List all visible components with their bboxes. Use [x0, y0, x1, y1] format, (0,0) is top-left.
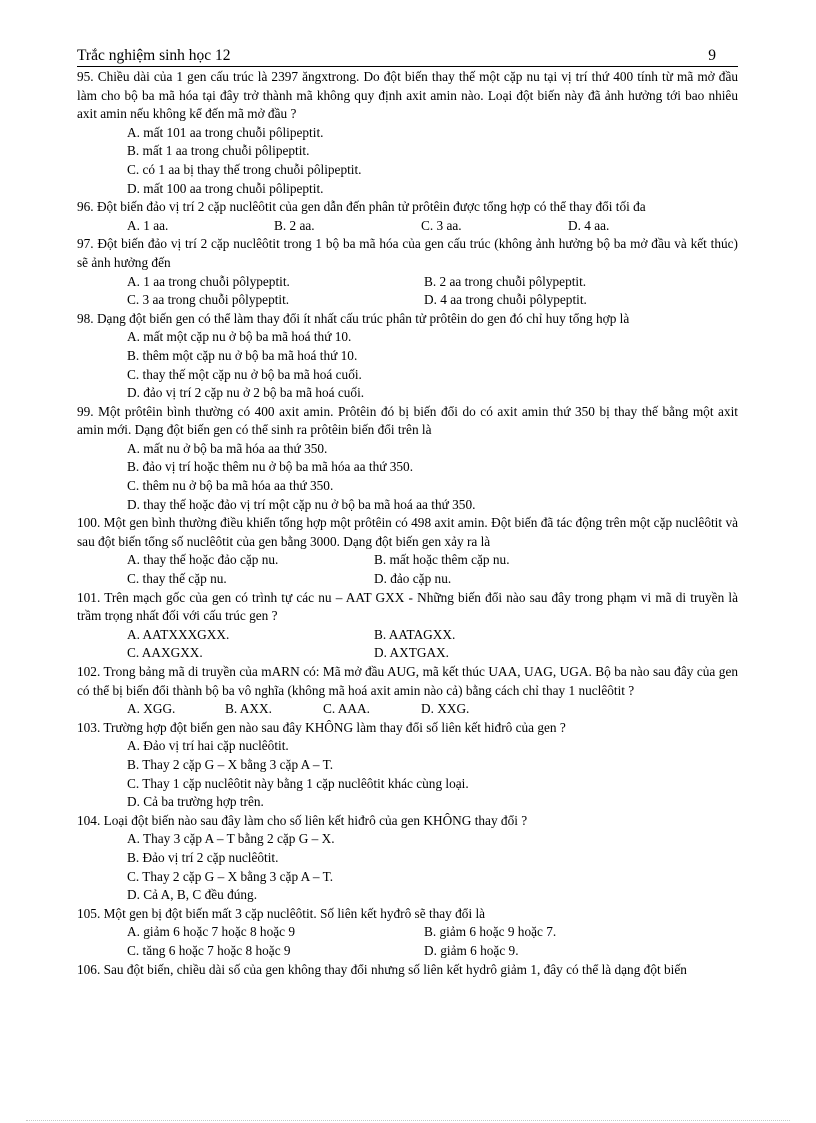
option: D. Cả ba trường hợp trên.	[127, 794, 264, 810]
option: D. đảo vị trí 2 cặp nu ở 2 bộ ba mã hoá cuối.	[127, 385, 365, 401]
question-102: 102. Trong bảng mã di truyền của mARN có: Mã mở đầu AUG, mã kết thúc UAA, UAG, UGA. Bộ ba nào sau đây của gen có thể bị biến đổi thành bộ ba vô nghĩa (không mã hoá axit amin nào cả) bằng cách chỉ thay 1 nuclêôtit ?	[77, 664, 738, 698]
question-100: 100. Một gen bình thường điều khiển tổng hợp một prôtêin có 498 axit amin. Đột biến đã tác động trên một cặp nuclêôtit và sau đột biến tổng số nuclêôtit của gen bằng 3000. Dạng đột biến gen xảy ra là	[77, 515, 738, 549]
option: B. giảm 6 hoặc 9 hoặc 7.	[424, 924, 557, 940]
option: A. mất một cặp nu ở bộ ba mã hoá thứ 10.	[127, 329, 352, 345]
option: C. thay thế một cặp nu ở bộ ba mã hoá cuối.	[127, 366, 362, 382]
page-bottom-rule	[26, 1120, 790, 1121]
option: B. đảo vị trí hoặc thêm nu ở bộ ba mã hóa aa thứ 350.	[127, 459, 414, 475]
options-95	[127, 124, 738, 198]
page-number: 9	[708, 47, 716, 64]
option: C. 3 aa.	[421, 217, 462, 233]
option: D. Cả A, B, C đều đúng.	[127, 887, 258, 903]
option: D. mất 100 aa trong chuỗi pôlipeptit.	[127, 180, 324, 196]
option: D. đảo cặp nu.	[374, 571, 452, 587]
option: B. Đảo vị trí 2 cặp nuclêôtit.	[127, 849, 279, 865]
option: C. thay thế cặp nu.	[127, 571, 227, 587]
option: A. Đảo vị trí hai cặp nuclêôtit.	[127, 738, 289, 754]
option: D. thay thế hoặc đảo vị trí một cặp nu ở bộ ba mã hoá aa thứ 350.	[127, 496, 476, 512]
option: A. Thay 3 cặp A – T bằng 2 cặp G – X.	[127, 831, 335, 847]
options-105	[127, 923, 738, 960]
options-98	[127, 328, 738, 402]
option: D. XXG.	[421, 701, 470, 717]
option: C. có 1 aa bị thay thế trong chuỗi pôlipeptit.	[127, 161, 362, 177]
option: A. XGG.	[127, 701, 176, 717]
options-100	[127, 551, 738, 588]
option: C. tăng 6 hoặc 7 hoặc 8 hoặc 9	[127, 942, 291, 958]
option: C. 3 aa trong chuỗi pôlypeptit.	[127, 292, 290, 308]
option: A. mất 101 aa trong chuỗi pôlipeptit.	[127, 124, 324, 140]
option: B. mất 1 aa trong chuỗi pôlipeptit.	[127, 143, 310, 159]
option: A. mất nu ở bộ ba mã hóa aa thứ 350.	[127, 440, 328, 456]
option: B. thêm một cặp nu ở bộ ba mã hoá thứ 10.	[127, 347, 358, 363]
option: B. mất hoặc thêm cặp nu.	[374, 552, 510, 568]
option: B. Thay 2 cặp G – X bằng 3 cặp A – T.	[127, 756, 334, 772]
option: A. 1 aa trong chuỗi pôlypeptit.	[127, 273, 290, 289]
option: C. Thay 1 cặp nuclêôtit này bằng 1 cặp nuclêôtit khác cùng loại.	[127, 775, 469, 791]
options-97	[127, 273, 738, 310]
question-95: 95. Chiều dài của 1 gen cấu trúc là 2397 ăngxtrong. Do đột biến thay thế một cặp nu tại vị trí thứ 400 tính từ mã mở đầu làm cho bộ ba mã hóa tại đây trở thành mã không quy định axit amin nào. Loại đột biến này đã ảnh hưởng tới bao nhiêu axit amin nếu không kể đến mã mở đầu ?	[77, 69, 738, 122]
options-104	[127, 830, 738, 904]
option: C. AAA.	[323, 701, 370, 717]
option: A. 1 aa.	[127, 217, 169, 233]
option: D. 4 aa.	[568, 217, 610, 233]
option: B. 2 aa.	[274, 217, 315, 233]
options-96	[127, 217, 738, 236]
question-99: 99. Một prôtêin bình thường có 400 axit amin. Prôtêin đó bị biến đổi do có axit amin thứ 350 bị thay thế bằng một axit amin mới. Dạng đột biến gen có thể sinh ra prôtêin biến đổi trên là	[77, 403, 738, 438]
option: B. AATAGXX.	[374, 626, 456, 642]
question-103: 103. Trường hợp đột biến gen nào sau đây KHÔNG làm thay đổi số liên kết hiđrô của gen ?	[77, 719, 566, 735]
document-title: Trắc nghiệm sinh học 12	[77, 47, 231, 64]
question-101: 101. Trên mạch gốc của gen có trình tự các nu – AAT GXX - Những biến đổi nào sau đây trong phạm vi mã di truyền là trầm trọng nhất đối với cấu trúc gen ?	[77, 589, 738, 624]
option: C. AAXGXX.	[127, 645, 203, 661]
question-105: 105. Một gen bị đột biến mất 3 cặp nuclêôtit. Số liên kết hyđrô sẽ thay đổi là	[77, 905, 486, 921]
options-101	[127, 626, 738, 663]
option: D. AXTGAX.	[374, 645, 449, 661]
option: A. thay thế hoặc đảo cặp nu.	[127, 552, 279, 568]
option: D. giảm 6 hoặc 9.	[424, 942, 519, 958]
option: C. thêm nu ở bộ ba mã hóa aa thứ 350.	[127, 478, 334, 494]
option: C. Thay 2 cặp G – X bằng 3 cặp A – T.	[127, 868, 334, 884]
option: A. AATXXXGXX.	[127, 626, 230, 642]
page-header	[77, 47, 738, 67]
options-99	[127, 440, 738, 514]
option: B. 2 aa trong chuỗi pôlypeptit.	[424, 273, 587, 289]
option: A. giảm 6 hoặc 7 hoặc 8 hoặc 9	[127, 924, 296, 940]
option: D. 4 aa trong chuỗi pôlypeptit.	[424, 292, 587, 308]
options-103	[127, 737, 738, 811]
question-96: 96. Đột biến đảo vị trí 2 cặp nuclêôtit của gen dẫn đến phân tử prôtêin được tổng hợp có thể thay đổi tối đa	[77, 199, 646, 215]
question-106: 106. Sau đột biến, chiều dài số của gen không thay đổi nhưng số liên kết hydrô giảm 1, đây có thể là dạng đột biến	[77, 961, 687, 977]
question-98: 98. Dạng đột biến gen có thể làm thay đổi ít nhất cấu trúc phân tử prôtêin do gen đó chỉ huy tổng hợp là	[77, 310, 630, 326]
question-104: 104. Loại đột biến nào sau đây làm cho số liên kết hiđrô của gen KHÔNG thay đổi ?	[77, 812, 528, 828]
options-102	[127, 700, 738, 719]
option: B. AXX.	[225, 701, 272, 717]
document-page	[77, 47, 738, 979]
question-97: 97. Đột biến đảo vị trí 2 cặp nuclêôtit trong 1 bộ ba mã hóa của gen cấu trúc (không ảnh hưởng bộ ba mở đầu và kết thúc) sẽ ảnh hưởng đến	[77, 236, 738, 270]
